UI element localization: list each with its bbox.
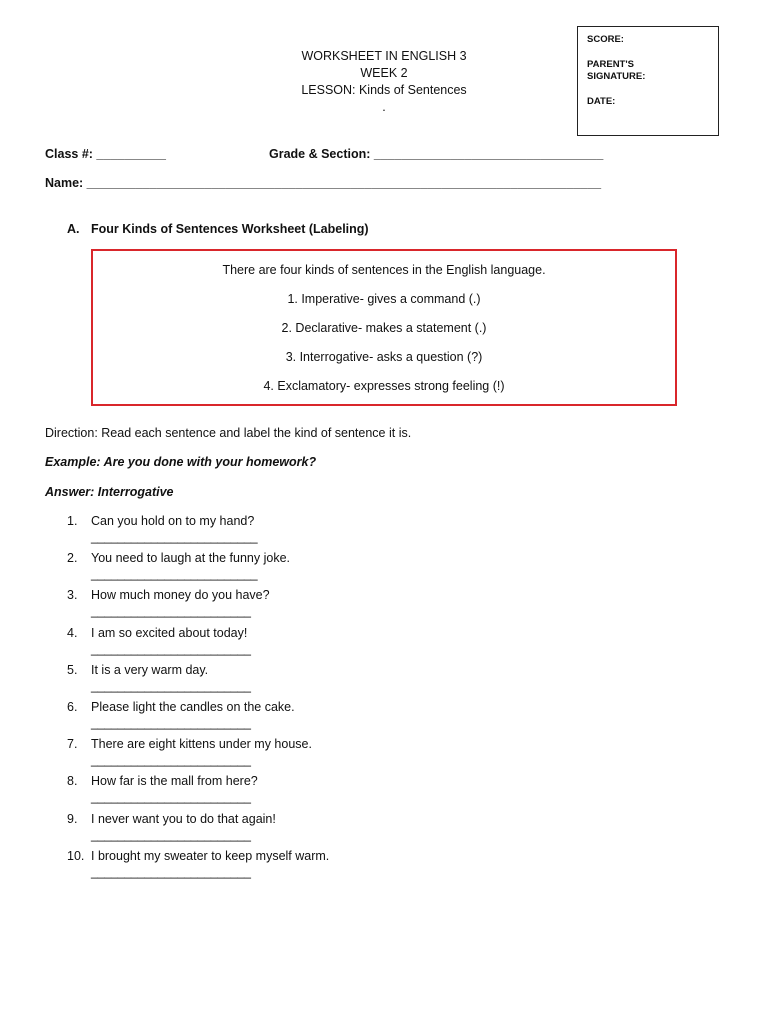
question-number: 9. — [67, 812, 78, 826]
score-box — [577, 26, 719, 136]
section-a-heading — [67, 222, 369, 236]
example-text: Example: Are you done with your homework? — [45, 455, 317, 469]
question-number: 1. — [67, 514, 78, 528]
answer-blank[interactable]: _________________________ — [91, 530, 258, 544]
kinds-intro: There are four kinds of sentences in the English language. — [222, 263, 546, 277]
question-text: I brought my sweater to keep myself warm. — [91, 849, 330, 863]
answer-blank[interactable]: ________________________ — [91, 716, 251, 730]
question-text: It is a very warm day. — [91, 663, 209, 677]
question-text: Can you hold on to my hand? — [91, 514, 255, 528]
question-text: I never want you to do that again! — [91, 812, 276, 826]
kind-exclamatory: 4. Exclamatory- expresses strong feeling (!) — [263, 379, 505, 393]
question-text: You need to laugh at the funny joke. — [91, 551, 291, 565]
kinds-of-sentences-box — [91, 249, 677, 406]
question-number: 6. — [67, 700, 78, 714]
answer-blank[interactable]: ________________________ — [91, 828, 251, 842]
kind-declarative: 2. Declarative- makes a statement (.) — [281, 321, 487, 335]
answer-blank[interactable]: ________________________ — [91, 790, 251, 804]
lesson-label: LESSON: Kinds of Sentences — [301, 83, 467, 97]
class-number-field[interactable]: Class #: __________ — [45, 147, 166, 161]
question-text: There are eight kittens under my house. — [91, 737, 312, 751]
score-label: SCORE: — [587, 34, 624, 45]
section-a-title: Four Kinds of Sentences Worksheet (Labeling) — [91, 222, 369, 236]
answer-blank[interactable]: ________________________ — [91, 865, 251, 879]
name-field[interactable]: Name: __________________________________________________________________________ — [45, 176, 602, 190]
answer-blank[interactable]: ________________________ — [91, 753, 251, 767]
answer-text: Answer: Interrogative — [45, 485, 174, 499]
question-number: 10. — [67, 849, 85, 863]
question-number: 4. — [67, 626, 78, 640]
question-number: 2. — [67, 551, 78, 565]
question-number: 3. — [67, 588, 78, 602]
question-number: 7. — [67, 737, 78, 751]
grade-section-field[interactable]: Grade & Section: _________________________________ — [269, 147, 604, 161]
worksheet-title: WORKSHEET IN ENGLISH 3 — [301, 49, 467, 63]
answer-blank[interactable]: ________________________ — [91, 679, 251, 693]
question-number: 8. — [67, 774, 78, 788]
question-text: How far is the mall from here? — [91, 774, 258, 788]
header-dot: . — [382, 100, 386, 114]
answer-blank[interactable]: ________________________ — [91, 642, 251, 656]
answer-blank[interactable]: _________________________ — [91, 567, 258, 581]
parent-signature-label-1: PARENT'S — [587, 59, 634, 70]
section-a-marker: A. — [67, 222, 80, 236]
answer-blank[interactable]: ________________________ — [91, 604, 251, 618]
question-text: I am so excited about today! — [91, 626, 248, 640]
question-text: How much money do you have? — [91, 588, 270, 602]
kind-interrogative: 3. Interrogative- asks a question (?) — [285, 350, 483, 364]
question-text: Please light the candles on the cake. — [91, 700, 295, 714]
week-label: WEEK 2 — [360, 66, 408, 80]
date-label: DATE: — [587, 96, 616, 107]
kind-imperative: 1. Imperative- gives a command (.) — [287, 292, 481, 306]
direction-text: Direction: Read each sentence and label the kind of sentence it is. — [45, 426, 412, 440]
parent-signature-label-2: SIGNATURE: — [587, 71, 646, 82]
question-number: 5. — [67, 663, 78, 677]
